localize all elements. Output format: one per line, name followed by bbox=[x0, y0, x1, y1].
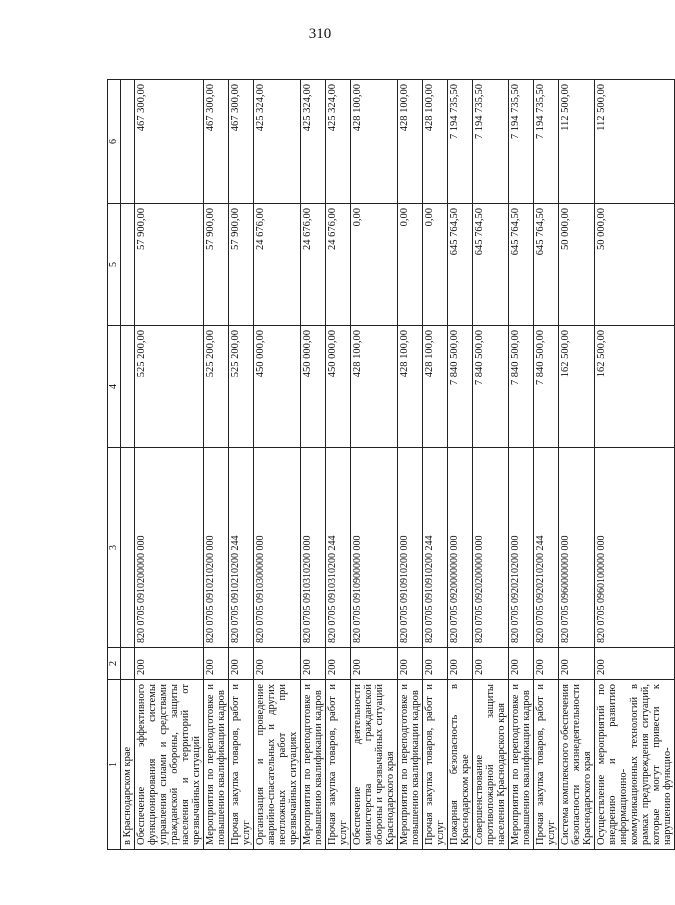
cell-code: 200 bbox=[595, 648, 675, 680]
cell-classification: 820 0705 0960000000 000 bbox=[559, 448, 595, 648]
cell-classification: 820 0705 0910300000 000 bbox=[254, 448, 301, 648]
cell-code: 200 bbox=[326, 648, 351, 680]
cell-amount: 24 676,00 bbox=[326, 204, 351, 326]
cell-amount: 645 764,50 bbox=[509, 204, 534, 326]
cell-code: 200 bbox=[534, 648, 559, 680]
cell-classification: 820 0705 0960100000 000 bbox=[595, 448, 675, 648]
cell-classification: 820 0705 0920000000 000 bbox=[448, 448, 473, 648]
cell-amount: 467 300,00 bbox=[135, 80, 204, 204]
cell-code: 200 bbox=[448, 648, 473, 680]
table-row bbox=[254, 80, 301, 850]
cell-amount: 57 900,00 bbox=[229, 204, 254, 326]
cell-code: 200 bbox=[473, 648, 509, 680]
column-header: 2 bbox=[108, 648, 121, 680]
table-row bbox=[509, 80, 534, 850]
cell-amount: 112 500,00 bbox=[595, 80, 675, 204]
cell-description: Мероприятия по переподготовке и повышению квалификации кадров bbox=[509, 680, 534, 850]
table-row bbox=[473, 80, 509, 850]
cell-amount: 428 100,00 bbox=[351, 326, 398, 448]
cell-amount: 0,00 bbox=[423, 204, 448, 326]
table-row bbox=[229, 80, 254, 850]
table-row bbox=[595, 80, 675, 850]
cell-amount: 525 200,00 bbox=[135, 326, 204, 448]
cell-description: Мероприятия по переподготовке и повышению квалификации кадров bbox=[301, 680, 326, 850]
column-header: 4 bbox=[108, 326, 121, 448]
cell-description: Мероприятия по переподготовке и повышению квалификации кадров bbox=[204, 680, 229, 850]
table-row bbox=[559, 80, 595, 850]
cell-amount: 645 764,50 bbox=[448, 204, 473, 326]
cell-classification: 820 0705 0910210200 000 bbox=[204, 448, 229, 648]
cell-amount: 7 194 735,50 bbox=[448, 80, 473, 204]
cell-amount: 162 500,00 bbox=[595, 326, 675, 448]
cell-amount: 467 300,00 bbox=[204, 80, 229, 204]
cell-amount: 450 000,00 bbox=[326, 326, 351, 448]
cell-amount: 57 900,00 bbox=[204, 204, 229, 326]
cell-amount: 0,00 bbox=[398, 204, 423, 326]
table-row bbox=[135, 80, 204, 850]
cell-classification: 820 0705 0920210200 244 bbox=[534, 448, 559, 648]
cell-amount: 7 194 735,50 bbox=[473, 80, 509, 204]
cell-description: Прочая закупка товаров, работ и услуг bbox=[534, 680, 559, 850]
cell-code: 200 bbox=[254, 648, 301, 680]
page-number: 310 bbox=[308, 26, 332, 42]
table-row bbox=[534, 80, 559, 850]
cell-classification: 820 0705 0910310200 244 bbox=[326, 448, 351, 648]
cell-amount: 450 000,00 bbox=[254, 326, 301, 448]
cell-amount: 425 324,00 bbox=[301, 80, 326, 204]
column-header: 1 bbox=[108, 680, 121, 850]
cell-amount: 467 300,00 bbox=[229, 80, 254, 204]
cell-code: 200 bbox=[423, 648, 448, 680]
cell-amount: 425 324,00 bbox=[326, 80, 351, 204]
column-header: 6 bbox=[108, 80, 121, 204]
table-row bbox=[204, 80, 229, 850]
cell-code: 200 bbox=[135, 648, 204, 680]
cell-amount: 525 200,00 bbox=[229, 326, 254, 448]
cell-description: Обеспечение деятельности министерства гражданской обороны и чрезвычайных ситуаций Краснодарского края bbox=[351, 680, 398, 850]
cell-amount: 428 100,00 bbox=[423, 80, 448, 204]
cell-code: 200 bbox=[204, 648, 229, 680]
cell-code: 200 bbox=[229, 648, 254, 680]
cell-description: Пожарная безопасность в Краснодарском крае bbox=[448, 680, 473, 850]
cell-description: Система комплексного обеспечения безопасности жизнедеятельности Краснодарского края bbox=[559, 680, 595, 850]
cell-classification: 820 0705 0910310200 000 bbox=[301, 448, 326, 648]
cell-description: Обеспечение эффективного функционирования системы управления силами и средствами гражданской обороны, защиты населения и территорий от чрезвычайных ситуаций bbox=[135, 680, 204, 850]
cell-amount: 7 840 500,00 bbox=[509, 326, 534, 448]
table-row bbox=[351, 80, 398, 850]
cell-code: 200 bbox=[301, 648, 326, 680]
cell-code: 200 bbox=[509, 648, 534, 680]
cell-amount: 7 194 735,50 bbox=[534, 80, 559, 204]
cell-description: Мероприятия по переподготовке и повышению квалификации кадров bbox=[398, 680, 423, 850]
cell-code: 200 bbox=[559, 648, 595, 680]
cell-description: Осуществление мероприятий по внедрению и развитию информационно-коммуникационных технологий в рамках предупреждения ситуаций, которые могут привести к нарушению функцио- bbox=[595, 680, 675, 850]
cell-description: в Краснодарском крае bbox=[121, 680, 135, 850]
cell-classification: 820 0705 0910900000 000 bbox=[351, 448, 398, 648]
cell-classification: 820 0705 0910910200 244 bbox=[423, 448, 448, 648]
cell-amount: 24 676,00 bbox=[254, 204, 301, 326]
cell-amount: 24 676,00 bbox=[301, 204, 326, 326]
cell-amount: 428 100,00 bbox=[398, 80, 423, 204]
cell-amount: 428 100,00 bbox=[398, 326, 423, 448]
cell-description: Организация и проведение аварийно-спасательных и других неотложных работ при чрезвычайных ситуациях bbox=[254, 680, 301, 850]
column-header: 3 bbox=[108, 448, 121, 648]
cell-classification: 820 0705 0910210200 244 bbox=[229, 448, 254, 648]
cell-amount: 112 500,00 bbox=[559, 80, 595, 204]
cell-classification: 820 0705 0910910200 000 bbox=[398, 448, 423, 648]
cell-amount: 7 840 500,00 bbox=[473, 326, 509, 448]
cell-amount: 57 900,00 bbox=[135, 204, 204, 326]
cell-description: Прочая закупка товаров, работ и услуг bbox=[326, 680, 351, 850]
cell-code: 200 bbox=[398, 648, 423, 680]
cell-code bbox=[121, 648, 135, 680]
budget-table bbox=[107, 79, 675, 850]
cell-amount: 450 000,00 bbox=[301, 326, 326, 448]
cell-amount: 525 200,00 bbox=[204, 326, 229, 448]
cell-amount: 428 100,00 bbox=[423, 326, 448, 448]
table-header-row bbox=[108, 80, 121, 850]
cell-amount: 645 764,50 bbox=[473, 204, 509, 326]
cell-amount: 428 100,00 bbox=[351, 80, 398, 204]
cell-amount bbox=[121, 326, 135, 448]
cell-amount: 425 324,00 bbox=[254, 80, 301, 204]
cell-amount: 50 000,00 bbox=[559, 204, 595, 326]
table-row bbox=[398, 80, 423, 850]
cell-classification: 820 0705 0920200000 000 bbox=[473, 448, 509, 648]
table-row bbox=[301, 80, 326, 850]
cell-amount: 50 000,00 bbox=[595, 204, 675, 326]
cell-amount: 7 840 500,00 bbox=[534, 326, 559, 448]
cell-description: Совершенствование противопожарной защиты населения Краснодарского края bbox=[473, 680, 509, 850]
column-header: 5 bbox=[108, 204, 121, 326]
table-row bbox=[121, 80, 135, 850]
cell-amount bbox=[121, 80, 135, 204]
cell-amount: 645 764,50 bbox=[534, 204, 559, 326]
table-row bbox=[326, 80, 351, 850]
cell-amount: 7 840 500,00 bbox=[448, 326, 473, 448]
cell-description: Прочая закупка товаров, работ и услуг bbox=[423, 680, 448, 850]
cell-amount: 162 500,00 bbox=[559, 326, 595, 448]
cell-amount: 7 194 735,50 bbox=[509, 80, 534, 204]
table-row bbox=[423, 80, 448, 850]
cell-classification: 820 0705 0920210200 000 bbox=[509, 448, 534, 648]
cell-description: Прочая закупка товаров, работ и услуг bbox=[229, 680, 254, 850]
cell-classification: 820 0705 0910200000 000 bbox=[135, 448, 204, 648]
cell-amount bbox=[121, 204, 135, 326]
rotated-table-wrapper bbox=[107, 80, 673, 850]
cell-code: 200 bbox=[351, 648, 398, 680]
table-row bbox=[448, 80, 473, 850]
cell-amount: 0,00 bbox=[351, 204, 398, 326]
cell-classification bbox=[121, 448, 135, 648]
